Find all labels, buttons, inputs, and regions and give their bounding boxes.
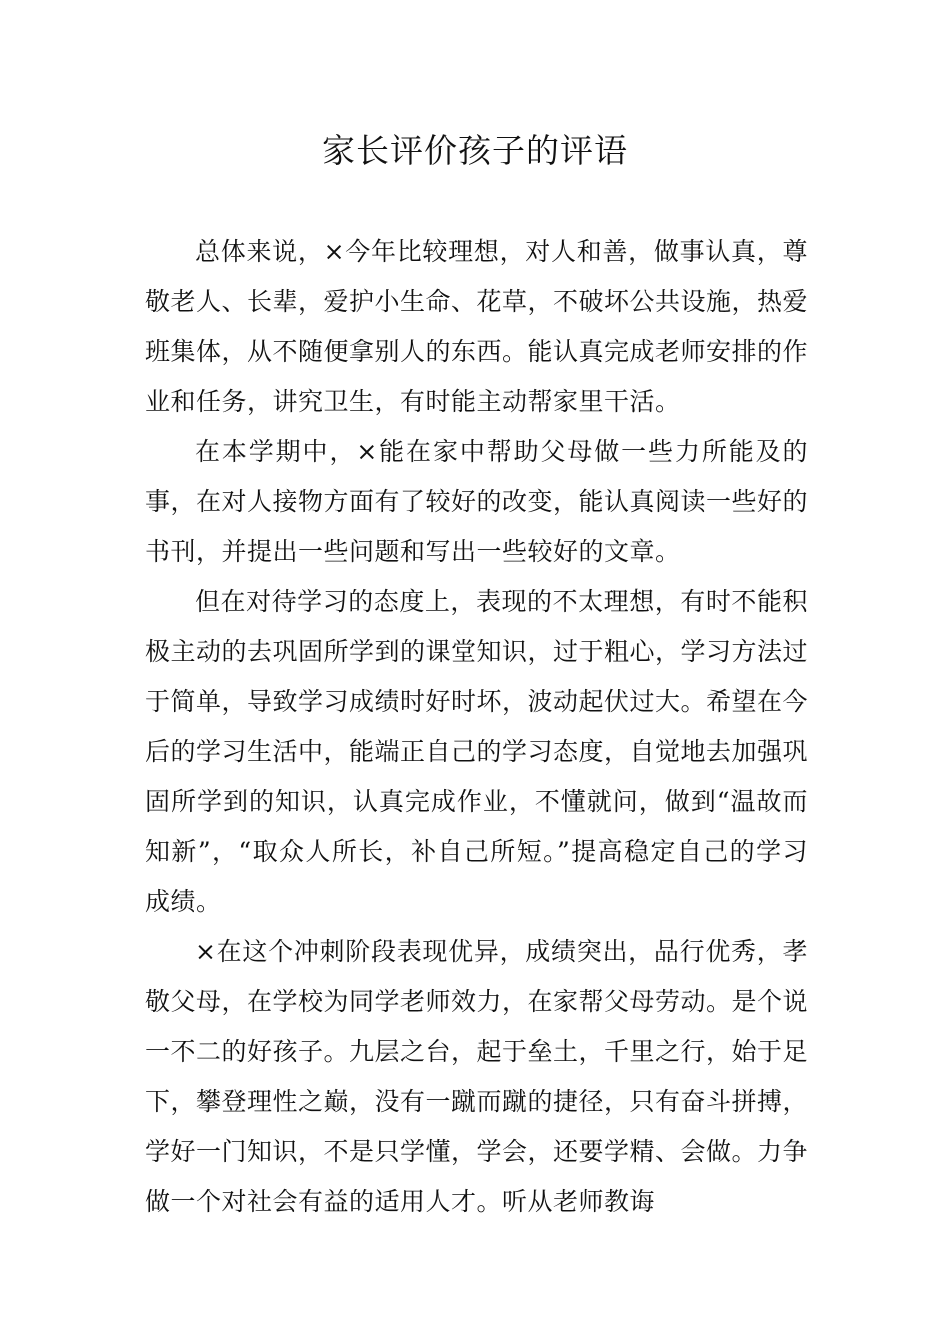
document-body [145, 227, 808, 1227]
document-title: 家长评价孩子的评语 [322, 131, 628, 170]
paragraph-4: ×在这个冲刺阶段表现优异，成绩突出，品行优秀，孝敬父母，在学校为同学老师效力，在家帮父母劳动。是个说一不二的好孩子。九层之台，起于垒土，千里之行，始于足下，攀登理性之巅，没有一蹴而蹴的捷径，只有奋斗拼搏，学好一门知识，不是只学懂，学会，还要学精、会做。力争做一个对社会有益的适用人才。听从老师教诲 [145, 937, 809, 1216]
paragraph-1: 总体来说，×今年比较理想，对人和善，做事认真，尊敬老人、长辈，爱护小生命、花草，不破坏公共设施，热爱班集体，从不随便拿别人的东西。能认真完成老师安排的作业和任务，讲究卫生，有时能主动帮家里干活。 [145, 237, 809, 416]
paragraph-2: 在本学期中，×能在家中帮助父母做一些力所能及的事，在对人接物方面有了较好的改变，能认真阅读一些好的书刊，并提出一些问题和写出一些较好的文章。 [145, 437, 809, 566]
paragraph-3: 但在对待学习的态度上，表现的不太理想，有时不能积极主动的去巩固所学到的课堂知识，过于粗心，学习方法过于简单，导致学习成绩时好时坏，波动起伏过大。希望在今后的学习生活中，能端正自己的学习态度，自觉地去加强巩固所学到的知识，认真完成作业，不懂就问，做到“温故而知新”，“取众人所长，补自己所短。”提高稳定自己的学习成绩。 [145, 587, 809, 916]
